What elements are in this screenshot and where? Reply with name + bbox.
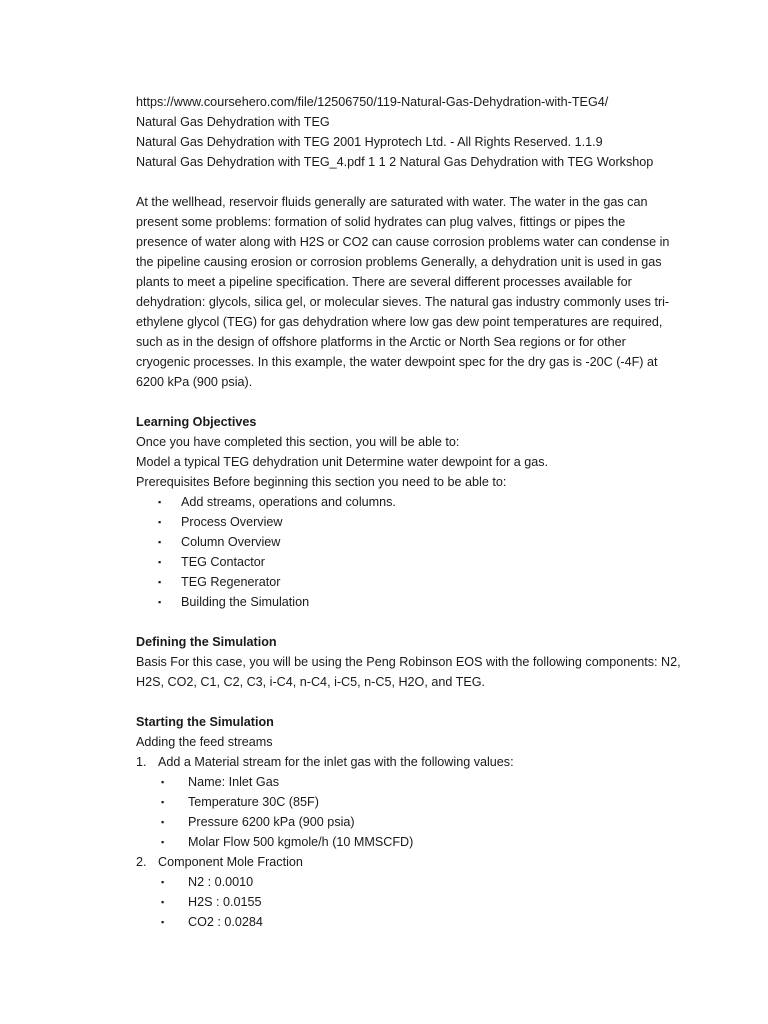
list-item: [136, 892, 676, 912]
list-item-text: H2S : 0.0155: [188, 895, 262, 909]
list-item-text: Column Overview: [181, 535, 281, 549]
list-item-text: TEG Contactor: [181, 555, 265, 569]
steps-list: [136, 752, 676, 772]
prerequisites-line: Prerequisites Before beginning this section you need to be able to:: [136, 475, 507, 489]
list-item: [136, 492, 676, 512]
file-line: Natural Gas Dehydration with TEG_4.pdf 1 1 2 Natural Gas Dehydration with TEG Workshop: [136, 155, 654, 169]
bullet-icon: ▪: [158, 497, 162, 507]
bullet-icon: ▪: [161, 777, 165, 787]
list-item-text: Pressure 6200 kPa (900 psia): [188, 815, 355, 829]
bullet-icon: ▪: [161, 797, 165, 807]
list-item: [136, 592, 676, 612]
bullet-icon: ▪: [161, 897, 165, 907]
list-item: [136, 812, 676, 832]
paragraph-line: presence of water along with H2S or CO2 can cause corrosion problems water can condense in: [136, 235, 670, 249]
header-block: [136, 92, 676, 172]
list-item-text: Temperature 30C (85F): [188, 795, 319, 809]
list-item: [136, 552, 676, 572]
document-page: [136, 92, 681, 932]
bullet-icon: ▪: [158, 537, 162, 547]
section-heading: Defining the Simulation: [136, 635, 277, 649]
list-item-text: TEG Regenerator: [181, 575, 281, 589]
step-number: 2.: [136, 855, 147, 869]
list-item-text: Molar Flow 500 kgmole/h (10 MMSCFD): [188, 835, 414, 849]
paragraph-line: ethylene glycol (TEG) for gas dehydration where low gas dew point temperatures are required,: [136, 315, 663, 329]
objectives-line: Once you have completed this section, you will be able to:: [136, 435, 460, 449]
list-item-text: Process Overview: [181, 515, 283, 529]
bullet-icon: ▪: [161, 917, 165, 927]
paragraph-line: cryogenic processes. In this example, the water dewpoint spec for the dry gas is -20C (-4F) at: [136, 355, 658, 369]
bullet-icon: ▪: [161, 817, 165, 827]
section-heading: Learning Objectives: [136, 415, 257, 429]
list-item: [136, 912, 676, 932]
step-item: [136, 852, 676, 872]
bullet-icon: ▪: [161, 877, 165, 887]
paragraph-line: dehydration: glycols, silica gel, or molecular sieves. The natural gas industry commonly uses tri-: [136, 295, 670, 309]
paragraph-line: present some problems: formation of solid hydrates can plug valves, fittings or pipes the: [136, 215, 626, 229]
paragraph-line: the pipeline causing erosion or corrosion problems Generally, a dehydration unit is used in gas: [136, 255, 662, 269]
step-number: 1.: [136, 755, 147, 769]
section-heading: Starting the Simulation: [136, 715, 274, 729]
list-item: [136, 512, 676, 532]
defining-simulation-section: [136, 632, 681, 692]
subheading: Adding the feed streams: [136, 735, 273, 749]
list-item: [136, 792, 676, 812]
list-item: [136, 532, 676, 552]
paragraph-line: Basis For this case, you will be using the Peng Robinson EOS with the following components: N2,: [136, 655, 681, 669]
doc-title: Natural Gas Dehydration with TEG: [136, 115, 330, 129]
list-item: [136, 572, 676, 592]
learning-objectives-section: [136, 412, 676, 612]
mole-fraction-list: [136, 872, 676, 932]
step-item: [136, 752, 676, 772]
bullet-icon: ▪: [158, 577, 162, 587]
paragraph-line: such as in the design of offshore platforms in the Arctic or North Sea regions or for other: [136, 335, 626, 349]
paragraph-line: At the wellhead, reservoir fluids generally are saturated with water. The water in the gas can: [136, 195, 648, 209]
list-item-text: Building the Simulation: [181, 595, 310, 609]
bullet-icon: ▪: [158, 597, 162, 607]
list-item-text: Add streams, operations and columns.: [181, 495, 396, 509]
list-item-text: N2 : 0.0010: [188, 875, 254, 889]
copyright-line: Natural Gas Dehydration with TEG 2001 Hyprotech Ltd. - All Rights Reserved. 1.1.9: [136, 135, 603, 149]
list-item: [136, 772, 676, 792]
list-item-text: Name: Inlet Gas: [188, 775, 279, 789]
objectives-line: Model a typical TEG dehydration unit Determine water dewpoint for a gas.: [136, 455, 549, 469]
list-item: [136, 832, 676, 852]
prerequisites-list: [136, 492, 676, 612]
paragraph-line: H2S, CO2, C1, C2, C3, i-C4, n-C4, i-C5, n-C5, H2O, and TEG.: [136, 675, 486, 689]
bullet-icon: ▪: [158, 517, 162, 527]
step-text: Component Mole Fraction: [158, 855, 303, 869]
bullet-icon: ▪: [161, 837, 165, 847]
steps-list: [136, 852, 676, 872]
list-item-text: CO2 : 0.0284: [188, 915, 263, 929]
stream-values-list: [136, 772, 676, 852]
bullet-icon: ▪: [158, 557, 162, 567]
paragraph-line: plants to meet a pipeline specification. There are several different processes available for: [136, 275, 632, 289]
intro-paragraph: [136, 192, 676, 392]
list-item: [136, 872, 676, 892]
starting-simulation-section: [136, 712, 676, 932]
step-text: Add a Material stream for the inlet gas with the following values:: [158, 755, 514, 769]
source-url[interactable]: https://www.coursehero.com/file/12506750/119-Natural-Gas-Dehydration-with-TEG4/: [136, 95, 609, 109]
paragraph-line: 6200 kPa (900 psia).: [136, 375, 253, 389]
